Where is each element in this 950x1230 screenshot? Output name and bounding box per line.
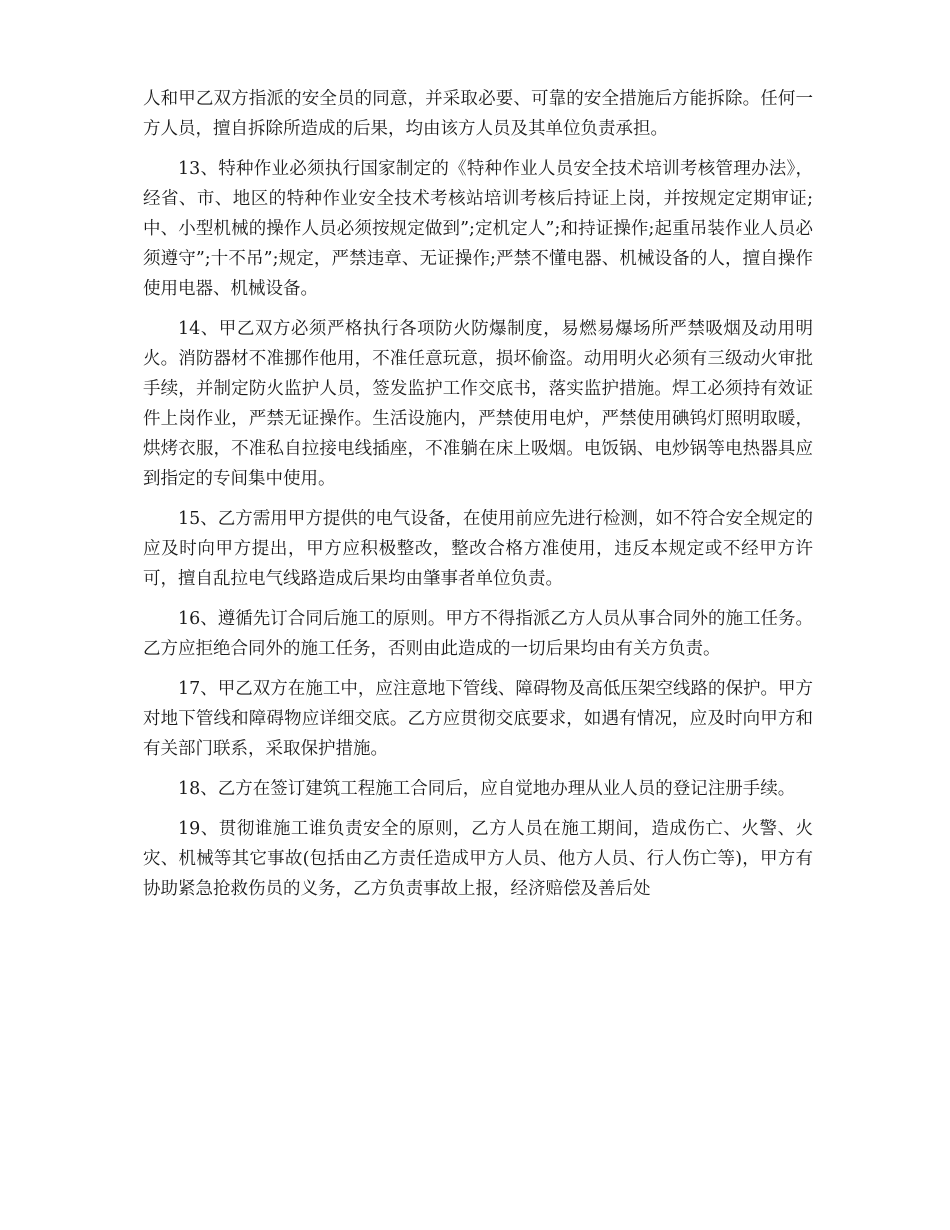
paragraph-continued: 人和甲乙双方指派的安全员的同意，并采取必要、可靠的安全措施后方能拆除。任何一方人员，擅自拆除所造成的后果，均由该方人员及其单位负责承担。 [143,89,813,139]
document-body [143,84,813,914]
paragraph-15: 15、乙方需用甲方提供的电气设备，在使用前应先进行检测，如不符合安全规定的应及时向甲方提出，甲方应积极整改，整改合格方准使用，违反本规定或不经甲方许可，擅自乱拉电气线路造成后果均由肇事者单位负责。 [143,509,813,589]
paragraph-14: 14、甲乙双方必须严格执行各项防火防爆制度，易燃易爆场所严禁吸烟及动用明火。消防器材不准挪作他用，不准任意玩意，损坏偷盗。动用明火必须有三级动火审批手续，并制定防火监护人员，签发监护工作交底书，落实监护措施。焊工必须持有效证件上岗作业，严禁无证操作。生活设施内，严禁使用电炉，严禁使用碘钨灯照明取暖，烘烤衣服，不准私自拉接电线插座，不准躺在床上吸烟。电饭锅、电炒锅等电热器具应到指定的专间集中使用。 [143,319,813,489]
paragraph-19: 19、贯彻谁施工谁负责安全的原则，乙方人员在施工期间，造成伤亡、火警、火灾、机械等其它事故(包括由乙方责任造成甲方人员、他方人员、行人伤亡等)，甲方有协助紧急抢救伤员的义务，乙方负责事故上报，经济赔偿及善后处 [143,819,813,899]
paragraph-13: 13、特种作业必须执行国家制定的《特种作业人员安全技术培训考核管理办法》，经省、市、地区的特种作业安全技术考核站培训考核后持证上岗，并按规定定期审证;中、小型机械的操作人员必须按规定做到”;定机定人”;和持证操作;起重吊装作业人员必须遵守”;十不吊”;规定，严禁违章、无证操作;严禁不懂电器、机械设备的人，擅自操作使用电器、机械设备。 [143,159,813,299]
paragraph-16: 16、遵循先订合同后施工的原则。甲方不得指派乙方人员从事合同外的施工任务。乙方应拒绝合同外的施工任务，否则由此造成的一切后果均由有关方负责。 [143,609,813,659]
paragraph-18: 18、乙方在签订建筑工程施工合同后，应自觉地办理从业人员的登记注册手续。 [178,779,796,799]
paragraph-17: 17、甲乙双方在施工中，应注意地下管线、障碍物及高低压架空线路的保护。甲方对地下管线和障碍物应详细交底。乙方应贯彻交底要求，如遇有情况，应及时向甲方和有关部门联系，采取保护措施。 [143,679,813,759]
